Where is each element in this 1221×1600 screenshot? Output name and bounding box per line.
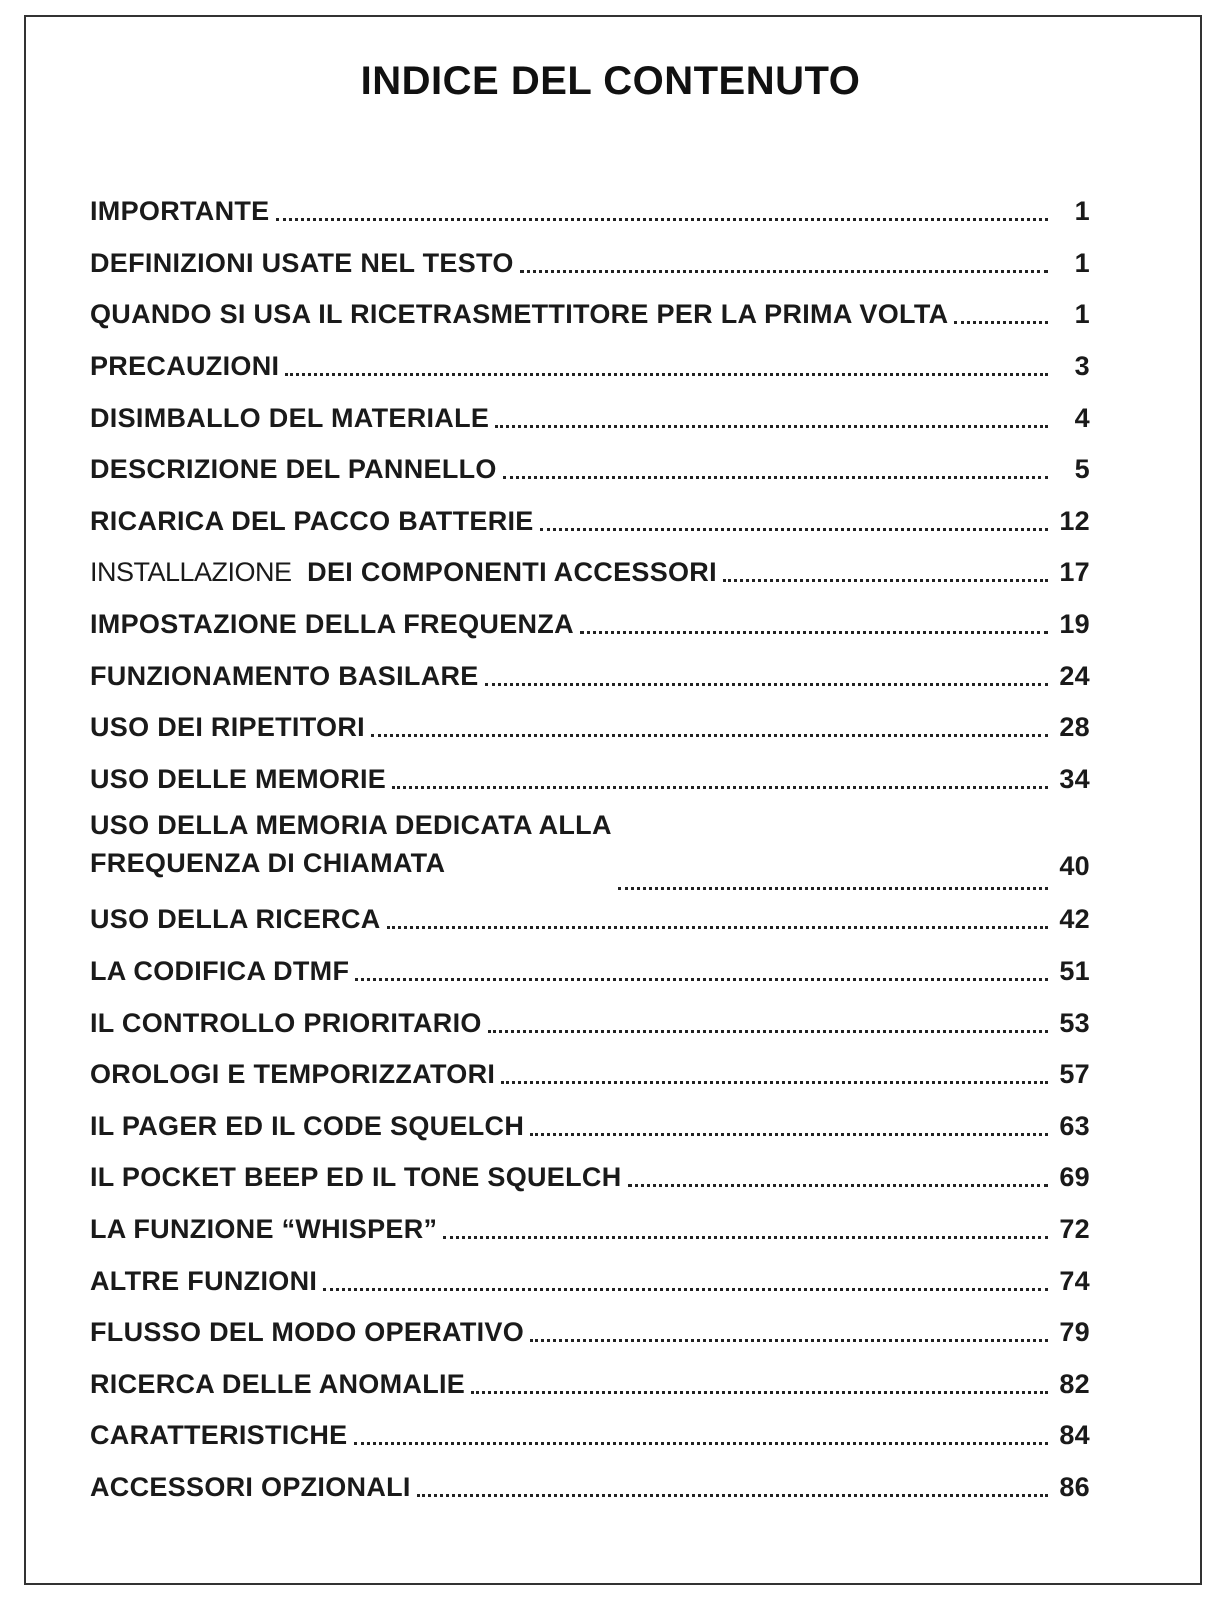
page-title: INDICE DEL CONTENUTO bbox=[360, 58, 861, 103]
toc-entry-label-part: DEI COMPONENTI ACCESSORI bbox=[307, 557, 717, 588]
toc-entry-definizioni bbox=[90, 238, 1090, 290]
toc-entry-disimballo bbox=[90, 392, 1090, 444]
dot-leader bbox=[580, 631, 1048, 634]
toc-entry-pager bbox=[90, 1101, 1090, 1153]
dot-leader bbox=[954, 321, 1048, 324]
dot-leader bbox=[417, 1494, 1048, 1497]
toc-entry-memoria-chiamata bbox=[90, 805, 1090, 894]
toc-entry-label: RICARICA DEL PACCO BATTERIE bbox=[90, 505, 534, 536]
toc-entry-funzionamento bbox=[90, 650, 1090, 702]
dot-leader bbox=[443, 1236, 1048, 1239]
toc-entry-page: 1 bbox=[1074, 247, 1090, 278]
toc-entry-page: 34 bbox=[1059, 763, 1090, 794]
toc-entry-flusso bbox=[90, 1307, 1090, 1359]
toc-entry-label: IL PAGER ED IL CODE SQUELCH bbox=[90, 1110, 525, 1141]
toc-entry-prioritario bbox=[90, 997, 1090, 1049]
toc-entry-ricarica bbox=[90, 496, 1090, 548]
toc-entry-page: 53 bbox=[1059, 1007, 1090, 1038]
toc-entry-page: 74 bbox=[1059, 1265, 1090, 1296]
toc-entry-label: IL CONTROLLO PRIORITARIO bbox=[90, 1007, 482, 1038]
toc-entry-pocket-beep bbox=[90, 1152, 1090, 1204]
dot-leader bbox=[488, 1030, 1048, 1033]
toc-entry-label: DESCRIZIONE DEL PANNELLO bbox=[90, 454, 497, 485]
dot-leader bbox=[530, 1133, 1048, 1136]
dot-leader bbox=[520, 270, 1048, 273]
toc-entry-label: LA FUNZIONE “WHISPER” bbox=[90, 1213, 438, 1244]
toc-entry-page: 19 bbox=[1059, 609, 1090, 640]
toc-entry-ricerca bbox=[90, 894, 1090, 946]
toc-entry-label: DEFINIZIONI USATE NEL TESTO bbox=[90, 247, 514, 278]
dot-leader bbox=[355, 978, 1048, 981]
dot-leader bbox=[618, 887, 1048, 890]
dot-leader bbox=[371, 734, 1048, 737]
toc-entry-page: 4 bbox=[1074, 402, 1090, 433]
toc-entry-page: 17 bbox=[1059, 557, 1090, 588]
toc-entry-label: DISIMBALLO DEL MATERIALE bbox=[90, 402, 490, 433]
toc-entry-orologi bbox=[90, 1049, 1090, 1101]
toc-entry-label: USO DELLE MEMORIE bbox=[90, 763, 387, 794]
toc-entry-page: 63 bbox=[1059, 1110, 1090, 1141]
dot-leader bbox=[354, 1442, 1049, 1445]
toc-entry-frequenza bbox=[90, 599, 1090, 651]
toc-entry-label: PRECAUZIONI bbox=[90, 351, 280, 382]
toc-entry-page: 72 bbox=[1059, 1213, 1090, 1244]
toc-entry-dtmf bbox=[90, 946, 1090, 998]
toc-entry-ripetitori bbox=[90, 702, 1090, 754]
toc-entry-page: 12 bbox=[1059, 505, 1090, 536]
toc-entry-label: ACCESSORI OPZIONALI bbox=[90, 1471, 411, 1502]
toc-entry-label: USO DELLA RICERCA bbox=[90, 904, 381, 935]
dot-leader bbox=[540, 528, 1048, 531]
dot-leader bbox=[530, 1339, 1048, 1342]
toc-entry-caratteristiche bbox=[90, 1410, 1090, 1462]
dot-leader bbox=[392, 786, 1048, 789]
toc-entry-page: 1 bbox=[1074, 299, 1090, 330]
dot-leader bbox=[276, 218, 1049, 221]
dot-leader bbox=[503, 476, 1048, 479]
toc-entry-memorie bbox=[90, 754, 1090, 806]
dot-leader bbox=[495, 425, 1048, 428]
toc-entry-precauzioni bbox=[90, 341, 1090, 393]
toc-entry-pannello bbox=[90, 444, 1090, 496]
toc-entry-label: FLUSSO DEL MODO OPERATIVO bbox=[90, 1317, 525, 1348]
dot-leader bbox=[323, 1288, 1048, 1291]
toc-entry-installazione bbox=[90, 547, 1090, 599]
dot-leader bbox=[285, 373, 1048, 376]
toc-entry-label: LA CODIFICA DTMF bbox=[90, 956, 350, 987]
toc-entry-page: 1 bbox=[1074, 196, 1090, 227]
dot-leader bbox=[501, 1081, 1048, 1084]
toc-entry-label: IMPOSTAZIONE DELLA FREQUENZA bbox=[90, 609, 574, 640]
dot-leader bbox=[628, 1184, 1049, 1187]
toc-entry-anomalie bbox=[90, 1358, 1090, 1410]
toc-entry-page: 28 bbox=[1059, 712, 1090, 743]
dot-leader bbox=[723, 579, 1048, 582]
toc-entry-page: 82 bbox=[1059, 1368, 1090, 1399]
toc-entry-label bbox=[90, 806, 612, 882]
toc-entry-page: 3 bbox=[1074, 351, 1090, 382]
toc-entry-label: CARATTERISTICHE bbox=[90, 1420, 348, 1451]
toc-entry-label: USO DEI RIPETITORI bbox=[90, 712, 365, 743]
toc-entry-whisper bbox=[90, 1204, 1090, 1256]
table-of-contents bbox=[90, 186, 1090, 1513]
toc-entry-page: 51 bbox=[1059, 956, 1090, 987]
toc-entry-label: OROLOGI E TEMPORIZZATORI bbox=[90, 1059, 496, 1090]
toc-entry-label: IMPORTANTE bbox=[90, 196, 270, 227]
toc-entry-label: RICERCA DELLE ANOMALIE bbox=[90, 1368, 466, 1399]
toc-entry-accessori bbox=[90, 1462, 1090, 1514]
dot-leader bbox=[485, 683, 1048, 686]
toc-entry-page: 40 bbox=[1059, 851, 1090, 882]
toc-entry-label-line: USO DELLA MEMORIA DEDICATA ALLA bbox=[90, 810, 612, 841]
toc-entry-label-line: FREQUENZA DI CHIAMATA bbox=[90, 848, 446, 879]
toc-entry-label: QUANDO SI USA IL RICETRASMETTITORE PER LA PRIMA VOLTA bbox=[90, 299, 949, 330]
toc-entry-page: 69 bbox=[1059, 1162, 1090, 1193]
toc-entry-page: 86 bbox=[1059, 1471, 1090, 1502]
dot-leader bbox=[387, 926, 1048, 929]
toc-entry-prima-volta bbox=[90, 289, 1090, 341]
toc-entry-label bbox=[90, 557, 717, 588]
toc-entry-label: FUNZIONAMENTO BASILARE bbox=[90, 660, 479, 691]
toc-entry-page: 5 bbox=[1074, 454, 1090, 485]
toc-entry-label: ALTRE FUNZIONI bbox=[90, 1265, 318, 1296]
toc-entry-importante bbox=[90, 186, 1090, 238]
toc-entry-page: 79 bbox=[1059, 1317, 1090, 1348]
toc-entry-page: 84 bbox=[1059, 1420, 1090, 1451]
toc-entry-label: IL POCKET BEEP ED IL TONE SQUELCH bbox=[90, 1162, 622, 1193]
dot-leader bbox=[471, 1391, 1048, 1394]
toc-entry-label-part: INSTALLAZIONE bbox=[90, 557, 292, 588]
toc-entry-altre-funzioni bbox=[90, 1255, 1090, 1307]
toc-entry-page: 57 bbox=[1059, 1059, 1090, 1090]
toc-entry-page: 24 bbox=[1059, 660, 1090, 691]
toc-entry-page: 42 bbox=[1059, 904, 1090, 935]
